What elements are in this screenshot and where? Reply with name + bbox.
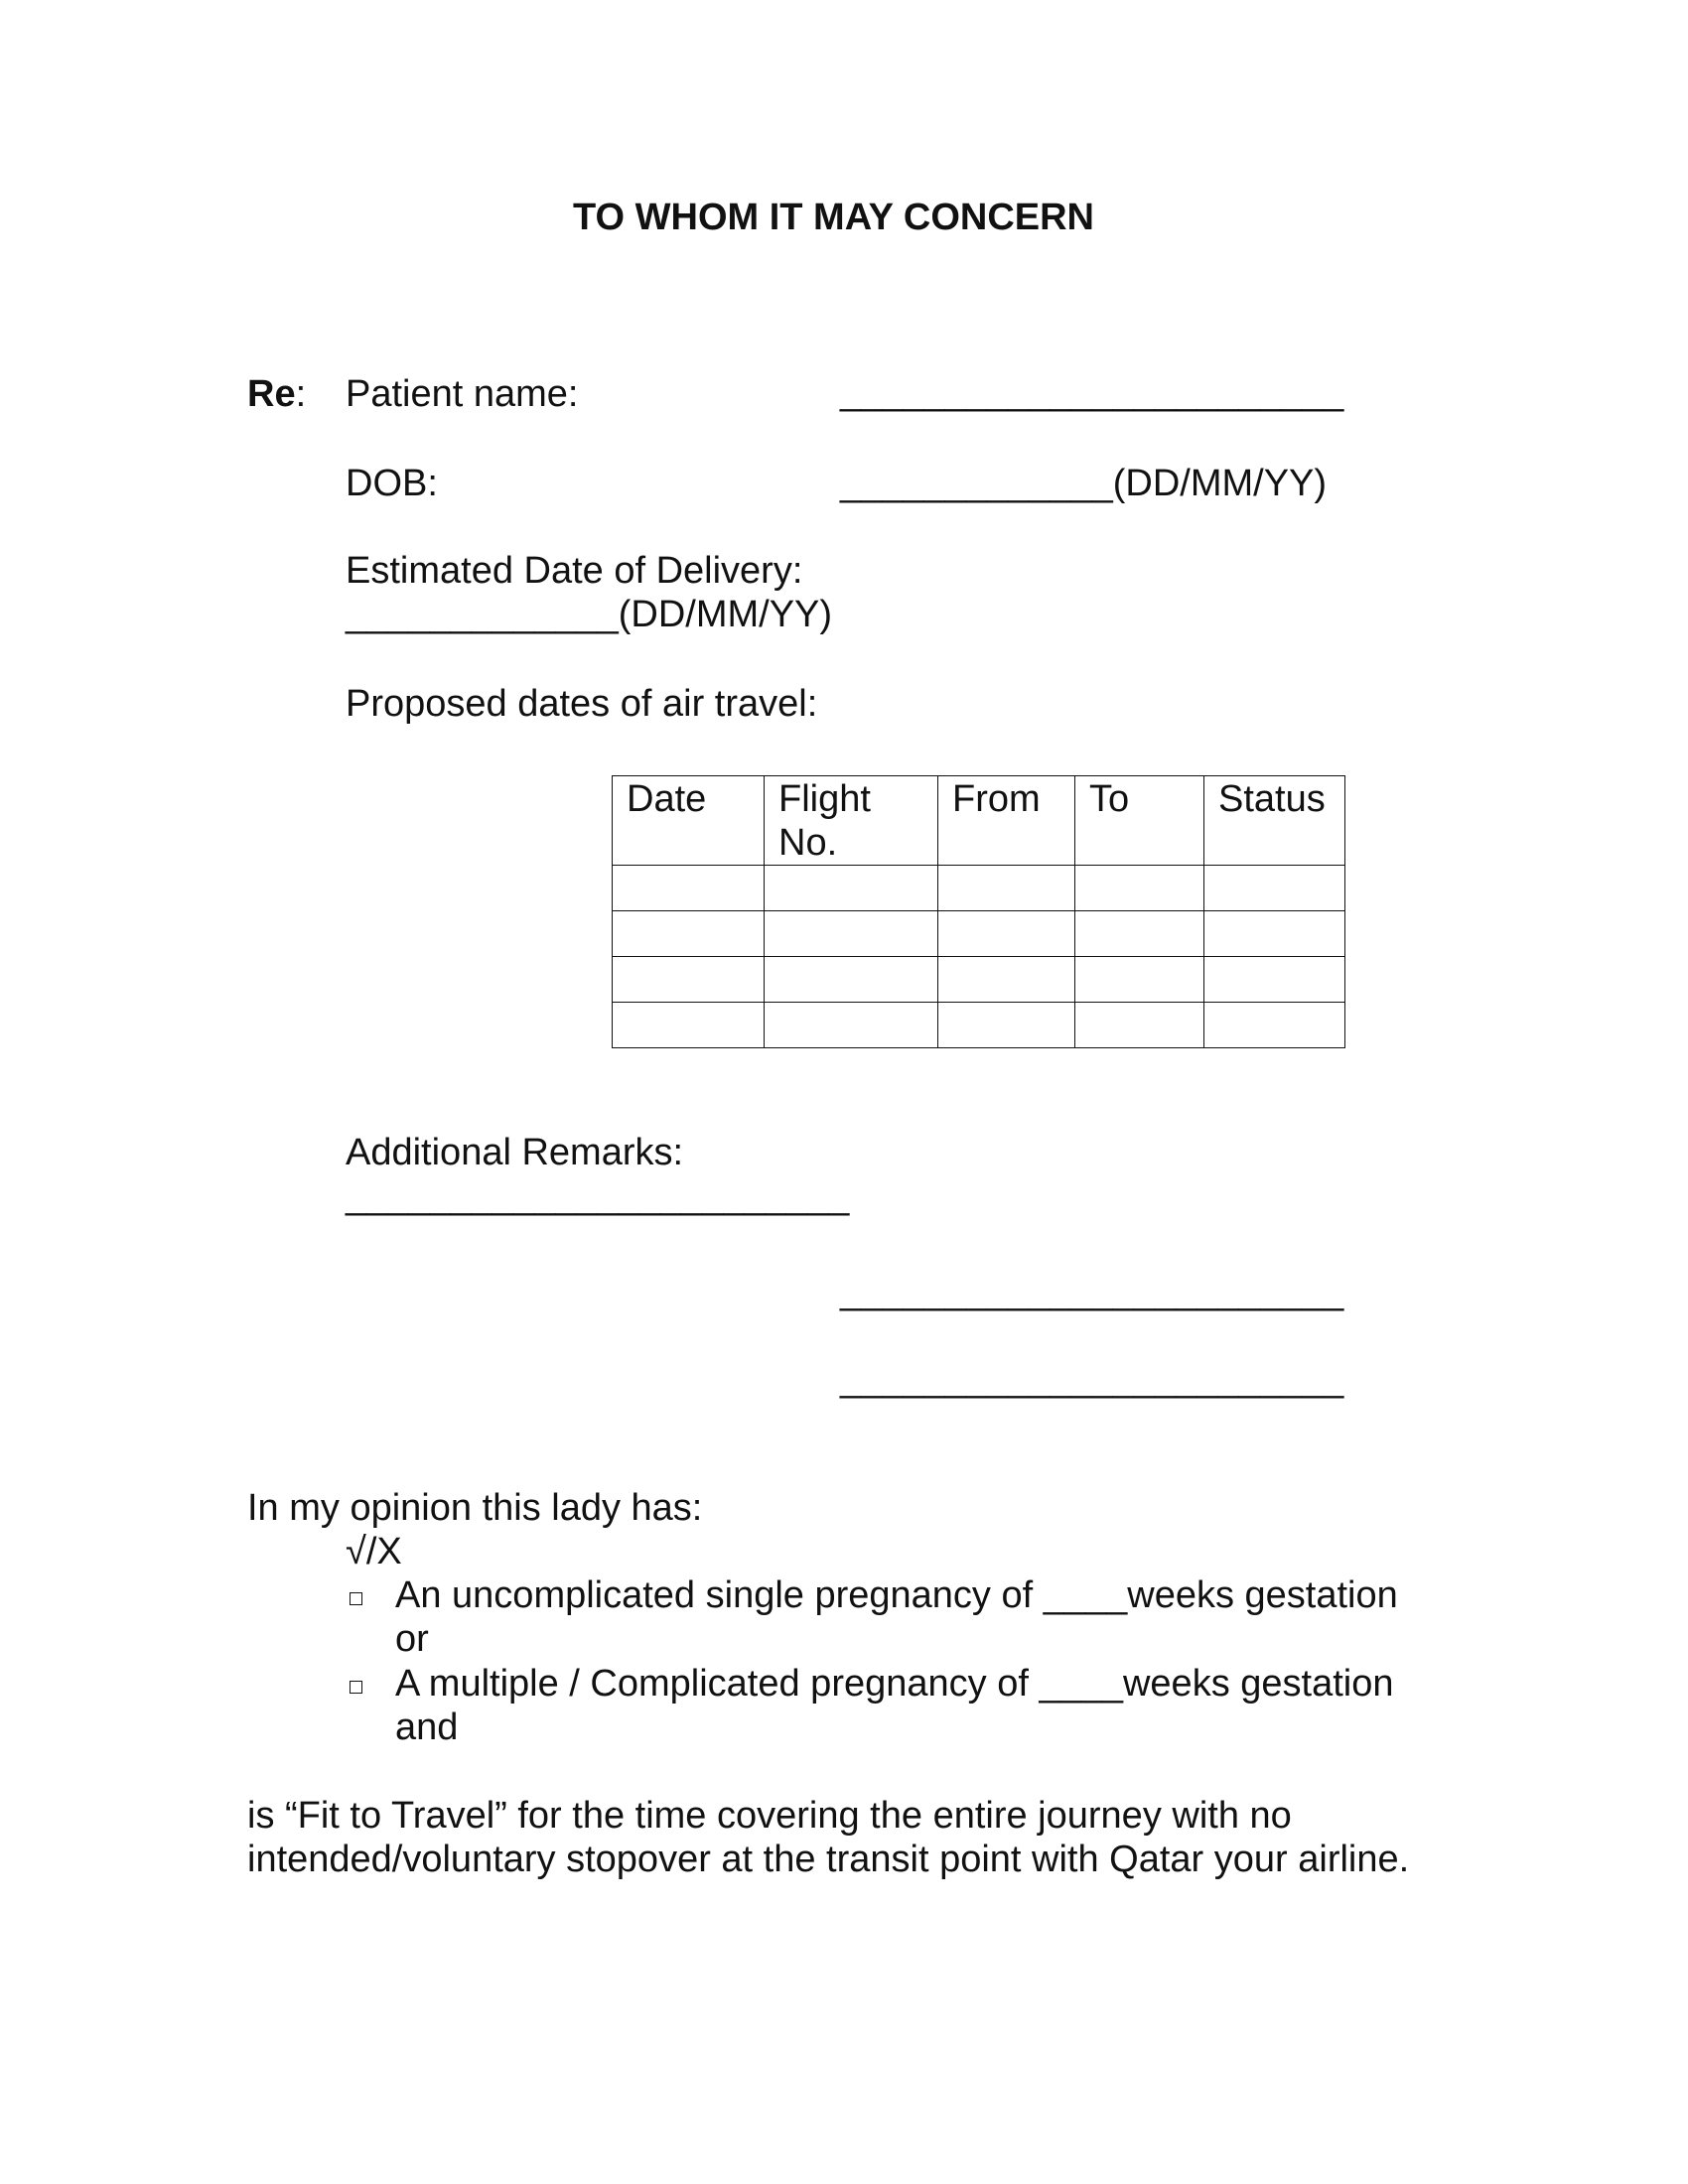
option-and-label: and <box>395 1706 459 1748</box>
from-cell[interactable] <box>938 866 1075 911</box>
patient-name-field[interactable]: ________________________ <box>840 371 1344 413</box>
from-cell[interactable] <box>938 957 1075 1003</box>
remarks-label: Additional Remarks: <box>346 1132 684 1173</box>
re-label-bold: Re <box>247 373 296 415</box>
status-cell[interactable] <box>1204 911 1345 957</box>
remarks-field-2[interactable]: ________________________ <box>840 1271 1344 1312</box>
mark-hint: √/X <box>346 1531 402 1572</box>
edd-field[interactable]: _____________(DD/MM/YY) <box>346 594 833 635</box>
status-cell[interactable] <box>1204 866 1345 911</box>
flight-no-cell[interactable] <box>765 911 938 957</box>
re-label <box>247 373 306 417</box>
to-cell[interactable] <box>1075 866 1204 911</box>
column-header-from: From <box>938 776 1075 866</box>
table-row <box>613 911 1345 957</box>
date-cell[interactable] <box>613 1003 765 1048</box>
complicated-checkbox-icon[interactable] <box>350 1681 362 1694</box>
uncomplicated-checkbox-icon[interactable] <box>350 1592 362 1605</box>
flight-no-cell[interactable] <box>765 1003 938 1048</box>
edd-label: Estimated Date of Delivery: <box>346 550 803 592</box>
to-cell[interactable] <box>1075 1003 1204 1048</box>
option-or-label: or <box>395 1618 429 1660</box>
option-uncomplicated-label: An uncomplicated single pregnancy of ____weeks gestation <box>395 1574 1398 1616</box>
column-header-flight-no: Flight No. <box>765 776 938 866</box>
option-complicated-label: A multiple / Complicated pregnancy of ____weeks gestation <box>395 1663 1394 1705</box>
remarks-field-3[interactable]: ________________________ <box>840 1358 1344 1400</box>
travel-dates-label: Proposed dates of air travel: <box>346 683 818 725</box>
flight-no-cell[interactable] <box>765 957 938 1003</box>
column-header-to: To <box>1075 776 1204 866</box>
opinion-intro: In my opinion this lady has: <box>247 1487 703 1529</box>
column-header-date: Date <box>613 776 765 866</box>
from-cell[interactable] <box>938 1003 1075 1048</box>
patient-name-label: Patient name: <box>346 373 579 415</box>
re-label-colon: : <box>295 373 307 415</box>
date-cell[interactable] <box>613 957 765 1003</box>
from-cell[interactable] <box>938 911 1075 957</box>
status-cell[interactable] <box>1204 957 1345 1003</box>
table-row <box>613 957 1345 1003</box>
remarks-field-1[interactable]: ________________________ <box>346 1175 850 1217</box>
to-cell[interactable] <box>1075 911 1204 957</box>
date-cell[interactable] <box>613 911 765 957</box>
date-cell[interactable] <box>613 866 765 911</box>
conclusion-line-2: intended/voluntary stopover at the transit point with Qatar your airline. <box>247 1839 1410 1880</box>
to-cell[interactable] <box>1075 957 1204 1003</box>
flight-no-cell[interactable] <box>765 866 938 911</box>
dob-field[interactable]: _____________(DD/MM/YY) <box>840 463 1328 504</box>
conclusion-line-1: is “Fit to Travel” for the time covering the entire journey with no <box>247 1795 1292 1837</box>
column-header-status: Status <box>1204 776 1345 866</box>
table-header-row <box>613 776 1345 866</box>
table-row <box>613 866 1345 911</box>
status-cell[interactable] <box>1204 1003 1345 1048</box>
travel-table <box>612 775 1345 1048</box>
page-title: TO WHOM IT MAY CONCERN <box>573 197 1094 238</box>
table-row <box>613 1003 1345 1048</box>
dob-label: DOB: <box>346 463 438 504</box>
